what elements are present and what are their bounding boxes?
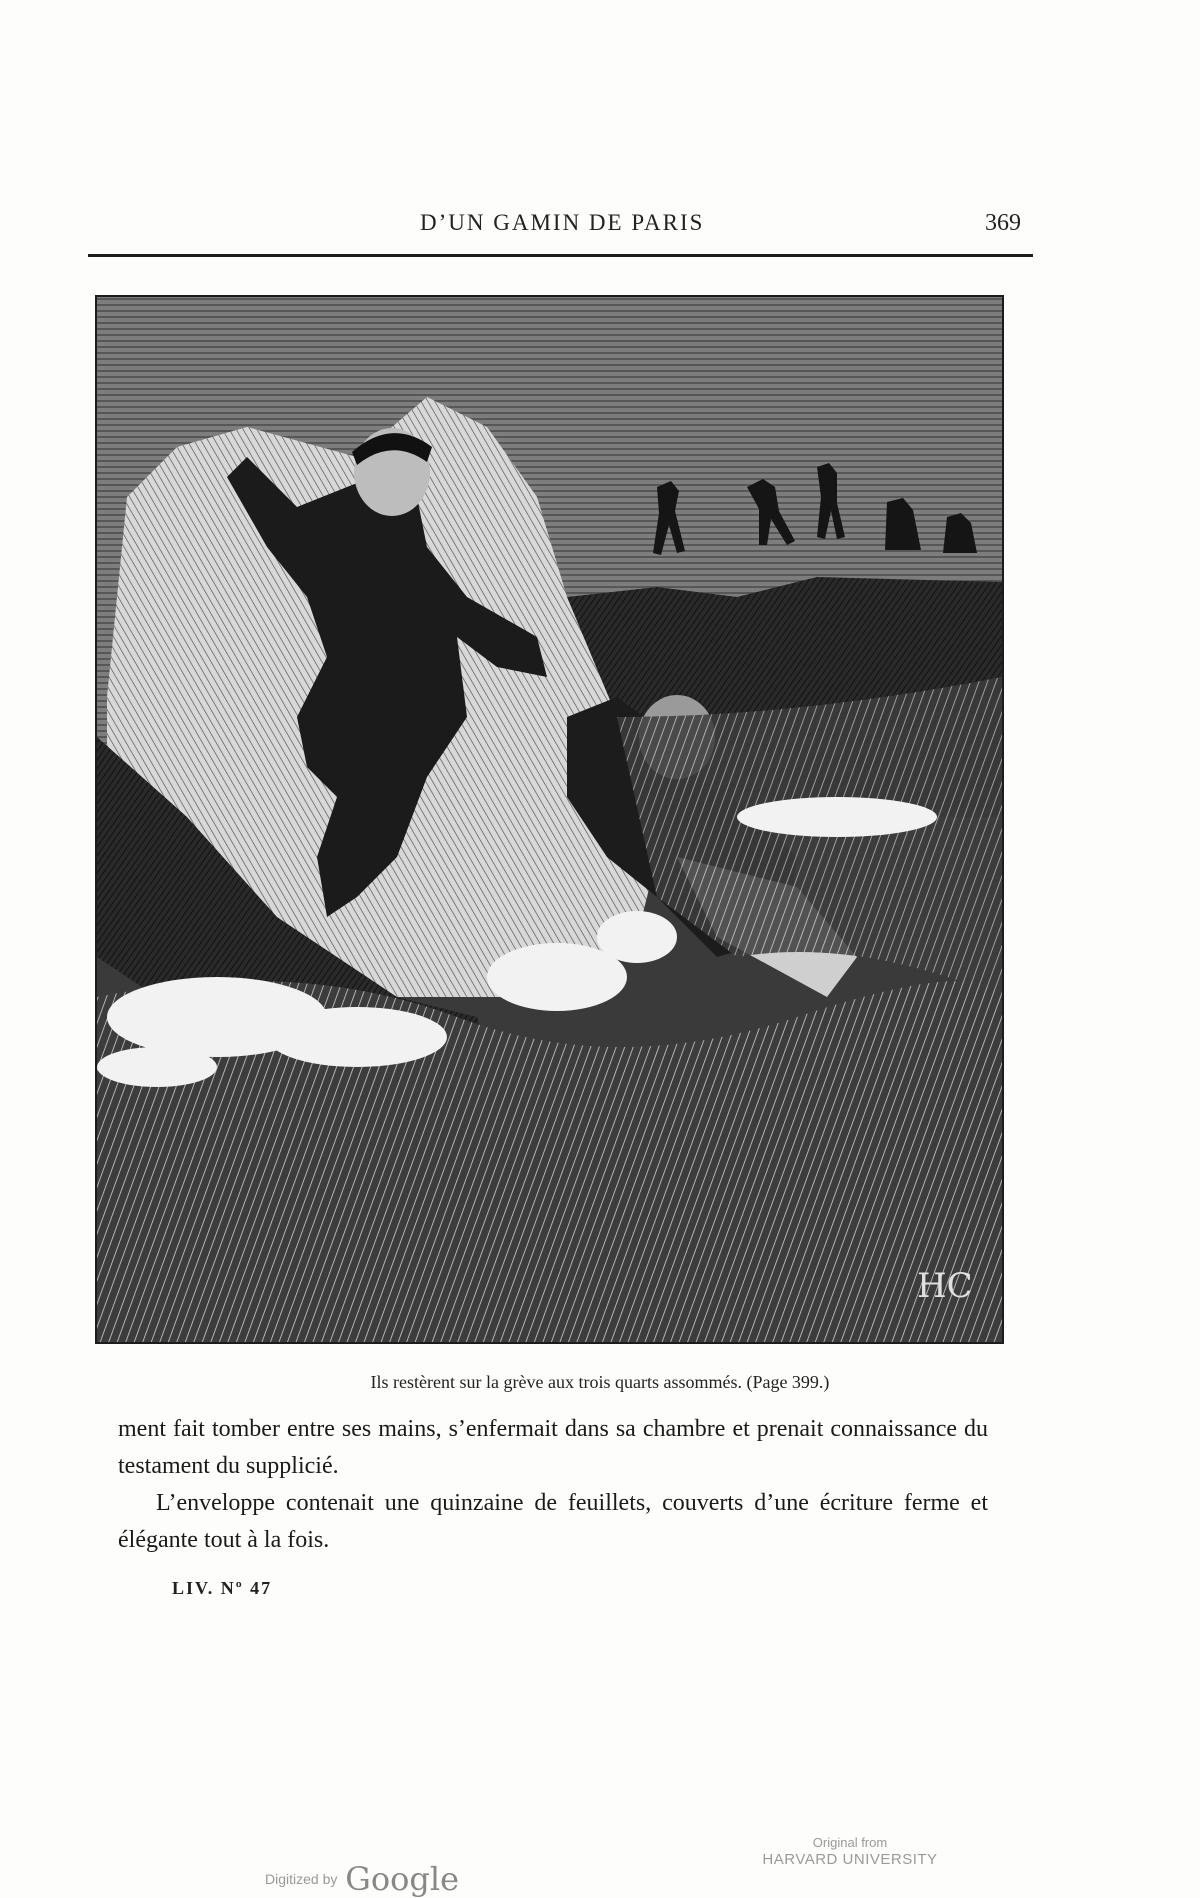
engraving-illustration (95, 295, 1004, 1344)
illustration-caption: Ils restèrent sur la grève aux trois quarts assommés. (Page 399.) (370, 1372, 830, 1392)
original-from-label: Original from (812, 1835, 888, 1850)
running-title: D’UN GAMIN DE PARIS (420, 210, 705, 235)
paragraph-2: L’enveloppe contenait une quinzaine de feuillets, couverts d’une écriture ferme et élégante tout à la fois. (118, 1490, 988, 1553)
livraison-number: LIV. Nº 47 (172, 1578, 273, 1598)
digitized-by (265, 1860, 459, 1898)
original-from (760, 1834, 940, 1868)
original-from-institution: HARVARD UNIVERSITY (762, 1851, 938, 1868)
paragraph-1: ment fait tomber entre ses mains, s’enfermait dans sa chambre et prenait connaissance du testament du supplicié. (118, 1416, 988, 1479)
running-head (0, 210, 1200, 250)
body-text (118, 1411, 988, 1559)
engraving-picture (97, 297, 1002, 1342)
google-logo: Google (345, 1860, 460, 1898)
header-rule (88, 254, 1033, 257)
digitized-label: Digitized by (265, 1871, 338, 1887)
page-number: 369 (985, 210, 1021, 236)
engraver-monogram: HC (917, 1266, 973, 1306)
